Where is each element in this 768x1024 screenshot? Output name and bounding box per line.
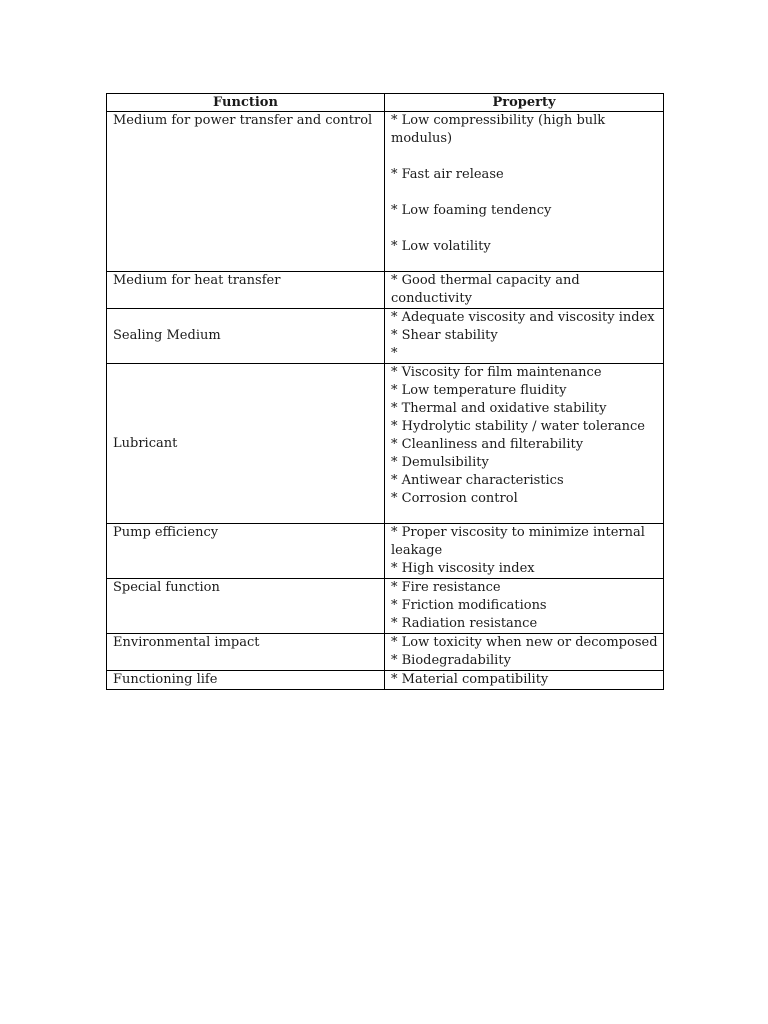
- function-label: Sealing Medium: [113, 328, 221, 343]
- property-item: * Radiation resistance: [391, 616, 538, 631]
- property-item: * Biodegradability: [391, 653, 511, 668]
- function-cell: [107, 364, 385, 524]
- function-cell: [107, 671, 385, 690]
- function-cell: [107, 524, 385, 579]
- function-cell: [107, 112, 385, 272]
- property-item: * Low temperature fluidity: [391, 383, 567, 398]
- table-row: [107, 364, 664, 524]
- property-item: * Thermal and oxidative stability: [391, 401, 607, 416]
- function-column-header: Function: [107, 94, 385, 112]
- function-cell: [107, 579, 385, 634]
- table-row: [107, 579, 664, 634]
- fluid-function-property-table: [106, 93, 664, 690]
- table-row: [107, 112, 664, 272]
- function-label: Pump efficiency: [113, 525, 219, 540]
- property-item: *: [391, 346, 398, 361]
- property-item: * Material compatibility: [391, 672, 549, 687]
- property-item: * Good thermal capacity and conductivity: [391, 273, 584, 306]
- function-label: Special function: [113, 580, 220, 595]
- property-item: * Fast air release: [391, 167, 504, 182]
- property-item: * Fire resistance: [391, 580, 501, 595]
- function-cell: [107, 309, 385, 364]
- property-item: * Cleanliness and filterability: [391, 437, 584, 452]
- property-item: * Shear stability: [391, 328, 498, 343]
- function-cell: [107, 272, 385, 309]
- property-item: * Friction modifications: [391, 598, 547, 613]
- table-row: [107, 309, 664, 364]
- property-cell: [385, 112, 664, 272]
- property-item: * Low compressibility (high bulk modulus): [391, 113, 610, 146]
- property-item: * Demulsibility: [391, 455, 489, 470]
- property-cell: [385, 634, 664, 671]
- property-cell: [385, 579, 664, 634]
- table-row: [107, 634, 664, 671]
- property-cell: [385, 309, 664, 364]
- property-cell: [385, 524, 664, 579]
- function-label: Lubricant: [113, 435, 178, 451]
- function-label: Environmental impact: [113, 635, 260, 650]
- property-cell: [385, 671, 664, 690]
- property-item: * Antiwear characteristics: [391, 473, 564, 488]
- property-cell: [385, 272, 664, 309]
- property-item: * High viscosity index: [391, 561, 535, 576]
- property-item: * Adequate viscosity and viscosity index: [391, 310, 655, 325]
- table-header-row: [107, 94, 664, 112]
- table-row: [107, 671, 664, 690]
- property-item: * Low volatility: [391, 239, 491, 254]
- property-item: * Viscosity for film maintenance: [391, 365, 602, 380]
- property-item: * Proper viscosity to minimize internal leakage: [391, 525, 650, 558]
- property-item: * Hydrolytic stability / water tolerance: [391, 419, 645, 434]
- function-label: Medium for heat transfer: [113, 273, 281, 288]
- table-row: [107, 524, 664, 579]
- function-cell: [107, 634, 385, 671]
- property-item: * Corrosion control: [391, 491, 518, 506]
- property-item: * Low foaming tendency: [391, 203, 552, 218]
- table-row: [107, 272, 664, 309]
- function-label: Medium for power transfer and control: [113, 113, 373, 128]
- property-item: * Low toxicity when new or decomposed: [391, 635, 658, 650]
- property-cell: [385, 364, 664, 524]
- function-label: Functioning life: [113, 672, 218, 687]
- property-column-header: Property: [385, 94, 664, 112]
